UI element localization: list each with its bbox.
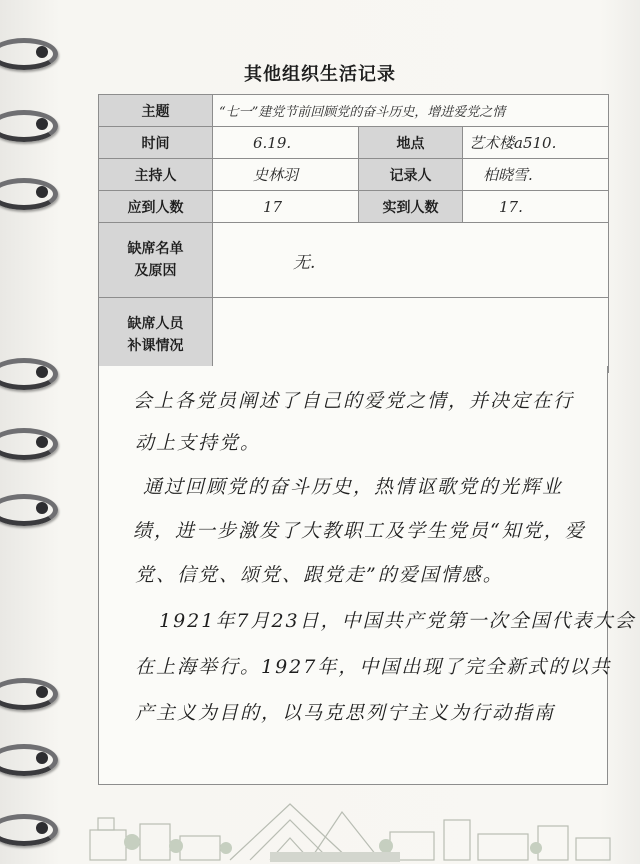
record-form [98,94,609,373]
expected-count-value: 17 [213,191,359,223]
binder-ring [0,178,52,204]
place-label: 地点 [359,127,463,159]
subject-value: “七一”建党节前回顾党的奋斗历史，增进爱党之情 [213,95,609,127]
note-line: 产主义为目的，以马克思列宁主义为行动指南 [135,702,556,724]
note-line: 通过回顾党的奋斗历史，热情讴歌党的光辉业 [143,476,564,498]
makeup-value [213,298,609,373]
expected-count-label: 应到人数 [99,191,213,223]
place-value: 艺术楼a510. [463,127,609,159]
campus-skyline-illustration [80,790,620,864]
binder-ring [0,428,52,454]
binder-ring [0,494,52,520]
host-value: 史林羽 [213,159,359,191]
note-line: 在上海举行。1927年，中国出现了完全新式的以共 [135,656,612,678]
page-title: 其他组织生活记录 [244,64,396,85]
time-value: 6.19. [213,127,359,159]
binder-ring [0,678,52,704]
binder-ring [0,110,52,136]
absent-list-label: 缺席名单 及原因 [99,223,213,298]
note-line: 绩，进一步激发了大教职工及学生党员“知党，爱 [133,520,586,542]
note-line: 党、信党、颂党、跟党走”的爱国情感。 [135,564,504,586]
time-label: 时间 [99,127,213,159]
actual-count-label: 实到人数 [359,191,463,223]
subject-label: 主题 [99,95,213,127]
notes-area [98,366,636,785]
note-line: 会上各党员阐述了自己的爱党之情，并决定在行 [133,390,575,412]
binder-ring [0,814,52,840]
binder-ring [0,358,52,384]
recorder-value: 柏晓雪. [463,159,609,191]
host-label: 主持人 [99,159,213,191]
actual-count-value: 17. [463,191,609,223]
note-line: 1921年7月23日，中国共产党第一次全国代表大会 [159,610,636,632]
makeup-label: 缺席人员 补课情况 [99,298,213,373]
absent-list-value: 无. [213,223,609,298]
note-line: 动上支持党。 [135,432,262,454]
binder-ring [0,744,52,770]
recorder-label: 记录人 [359,159,463,191]
